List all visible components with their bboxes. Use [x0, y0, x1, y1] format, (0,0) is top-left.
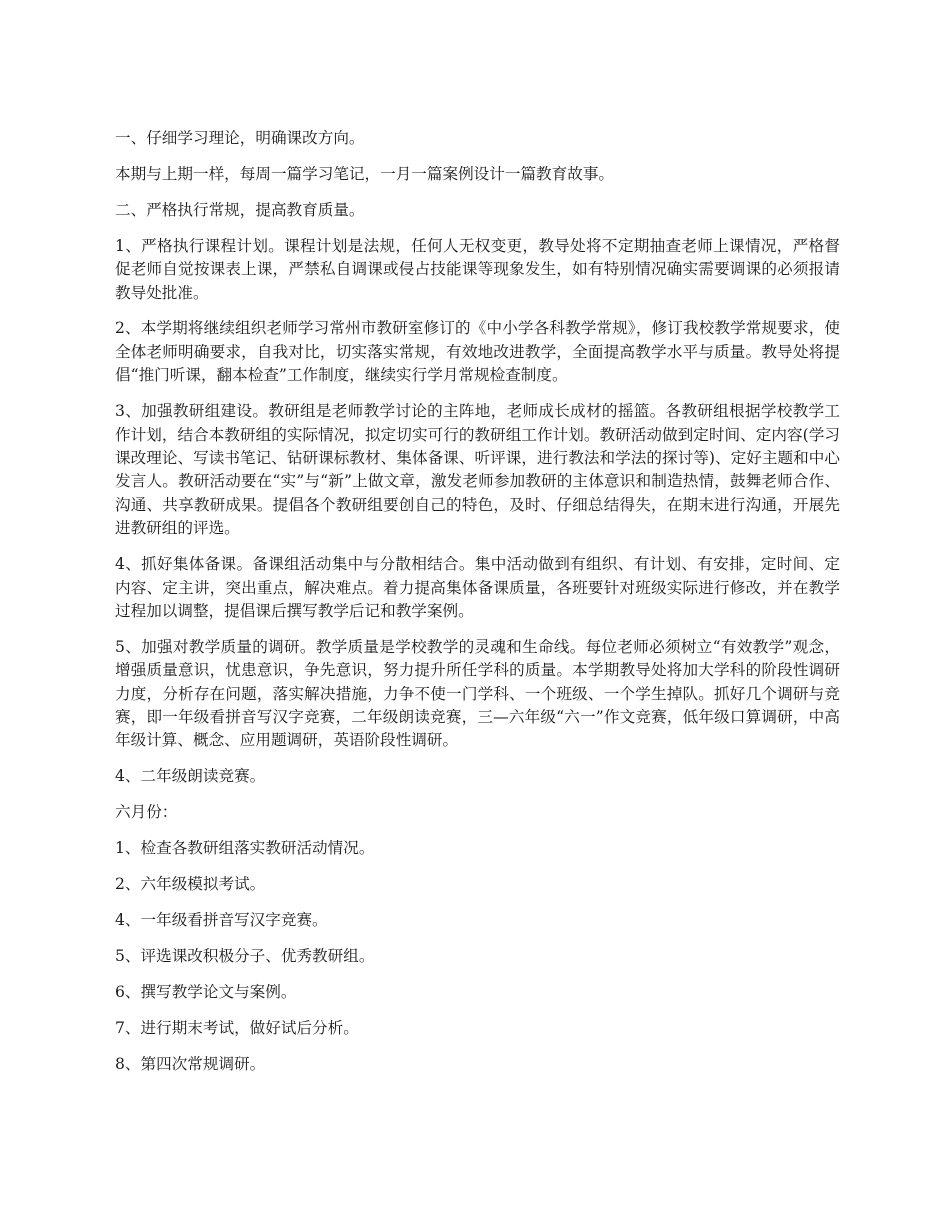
list-item: 8、第四次常规调研。: [115, 1054, 266, 1073]
document-body: [115, 127, 840, 1089]
paragraph: 3、加强教研组建设。教研组是老师教学讨论的主阵地，老师成长成材的摇篮。各教研组根据学校教学工作计划，结合本教研组的实际情况，拟定切实可行的教研组工作计划。教研活动做到定时间、定内容(学习课改理论、写读书笔记、钻研课标教材、集体备课、听评课，进行教法和学法的探讨等)、定好主题和中心发言人。教研活动要在“实”与“新”上做文章，激发老师参加教研的主体意识和制造热情，鼓舞老师合作、沟通、共享教研成果。提倡各个教研组要创自己的特色，及时、仔细总结得失，在期末进行沟通，开展先进教研组的评选。: [115, 402, 840, 538]
section-heading-2: 二、严格执行常规，提高教育质量。: [115, 200, 365, 219]
list-item: 2、六年级模拟考试。: [115, 875, 266, 894]
month-heading: 六月份：: [115, 803, 178, 822]
list-item: 6、撰写教学论文与案例。: [115, 982, 297, 1001]
list-item: 4、一年级看拼音写汉字竞赛。: [115, 910, 328, 929]
section-heading-1: 一、仔细学习理论，明确课改方向。: [115, 129, 365, 147]
paragraph: 本期与上期一样，每周一篇学习笔记，一月一篇案例设计一篇教育故事。: [115, 164, 615, 183]
list-item: 5、评选课改积极分子、优秀教研组。: [115, 946, 375, 965]
paragraph: 4、抓好集体备课。备课组活动集中与分散相结合。集中活动做到有组织、有计划、有安排，定时间、定内容、定主讲，突出重点，解决难点。着力提高集体备课质量，各班要针对班级实际进行修改，并在教学过程加以调整，提倡课后撰写教学后记和教学案例。: [115, 555, 840, 620]
list-item: 1、检查各教研组落实教研活动情况。: [115, 839, 375, 858]
list-item: 7、进行期末考试，做好试后分析。: [115, 1018, 359, 1037]
paragraph: 2、本学期将继续组织老师学习常州市教研室修订的《中小学各科教学常规》，修订我校教学常规要求，使全体老师明确要求，自我对比，切实落实常规，有效地改进教学，全面提高教学水平与质量。教导处将提倡“推门听课，翻本检查”工作制度，继续实行学月常规检查制度。: [115, 319, 840, 385]
paragraph: 1、严格执行课程计划。课程计划是法规，任何人无权变更，教导处将不定期抽查老师上课情况，严格督促老师自觉按课表上课，严禁私自调课或侵占技能课等现象发生，如有特别情况确实需要调课的必须报请教导处批准。: [115, 236, 840, 302]
list-item: 4、二年级朗读竞赛。: [115, 767, 266, 786]
paragraph: 5、加强对教学质量的调研。教学质量是学校教学的灵魂和生命线。每位老师必须树立“有效教学”观念，增强质量意识，忧患意识，争先意识，努力提升所任学科的质量。本学期教导处将加大学科的阶段性调研力度，分析存在问题，落实解决措施，力争不使一门学科、一个班级、一个学生掉队。抓好几个调研与竞赛，即一年级看拼音写汉字竞赛，二年级朗读竞赛，三—六年级“六一”作文竞赛，低年级口算调研，中高年级计算、概念、应用题调研，英语阶段性调研。: [115, 637, 840, 750]
